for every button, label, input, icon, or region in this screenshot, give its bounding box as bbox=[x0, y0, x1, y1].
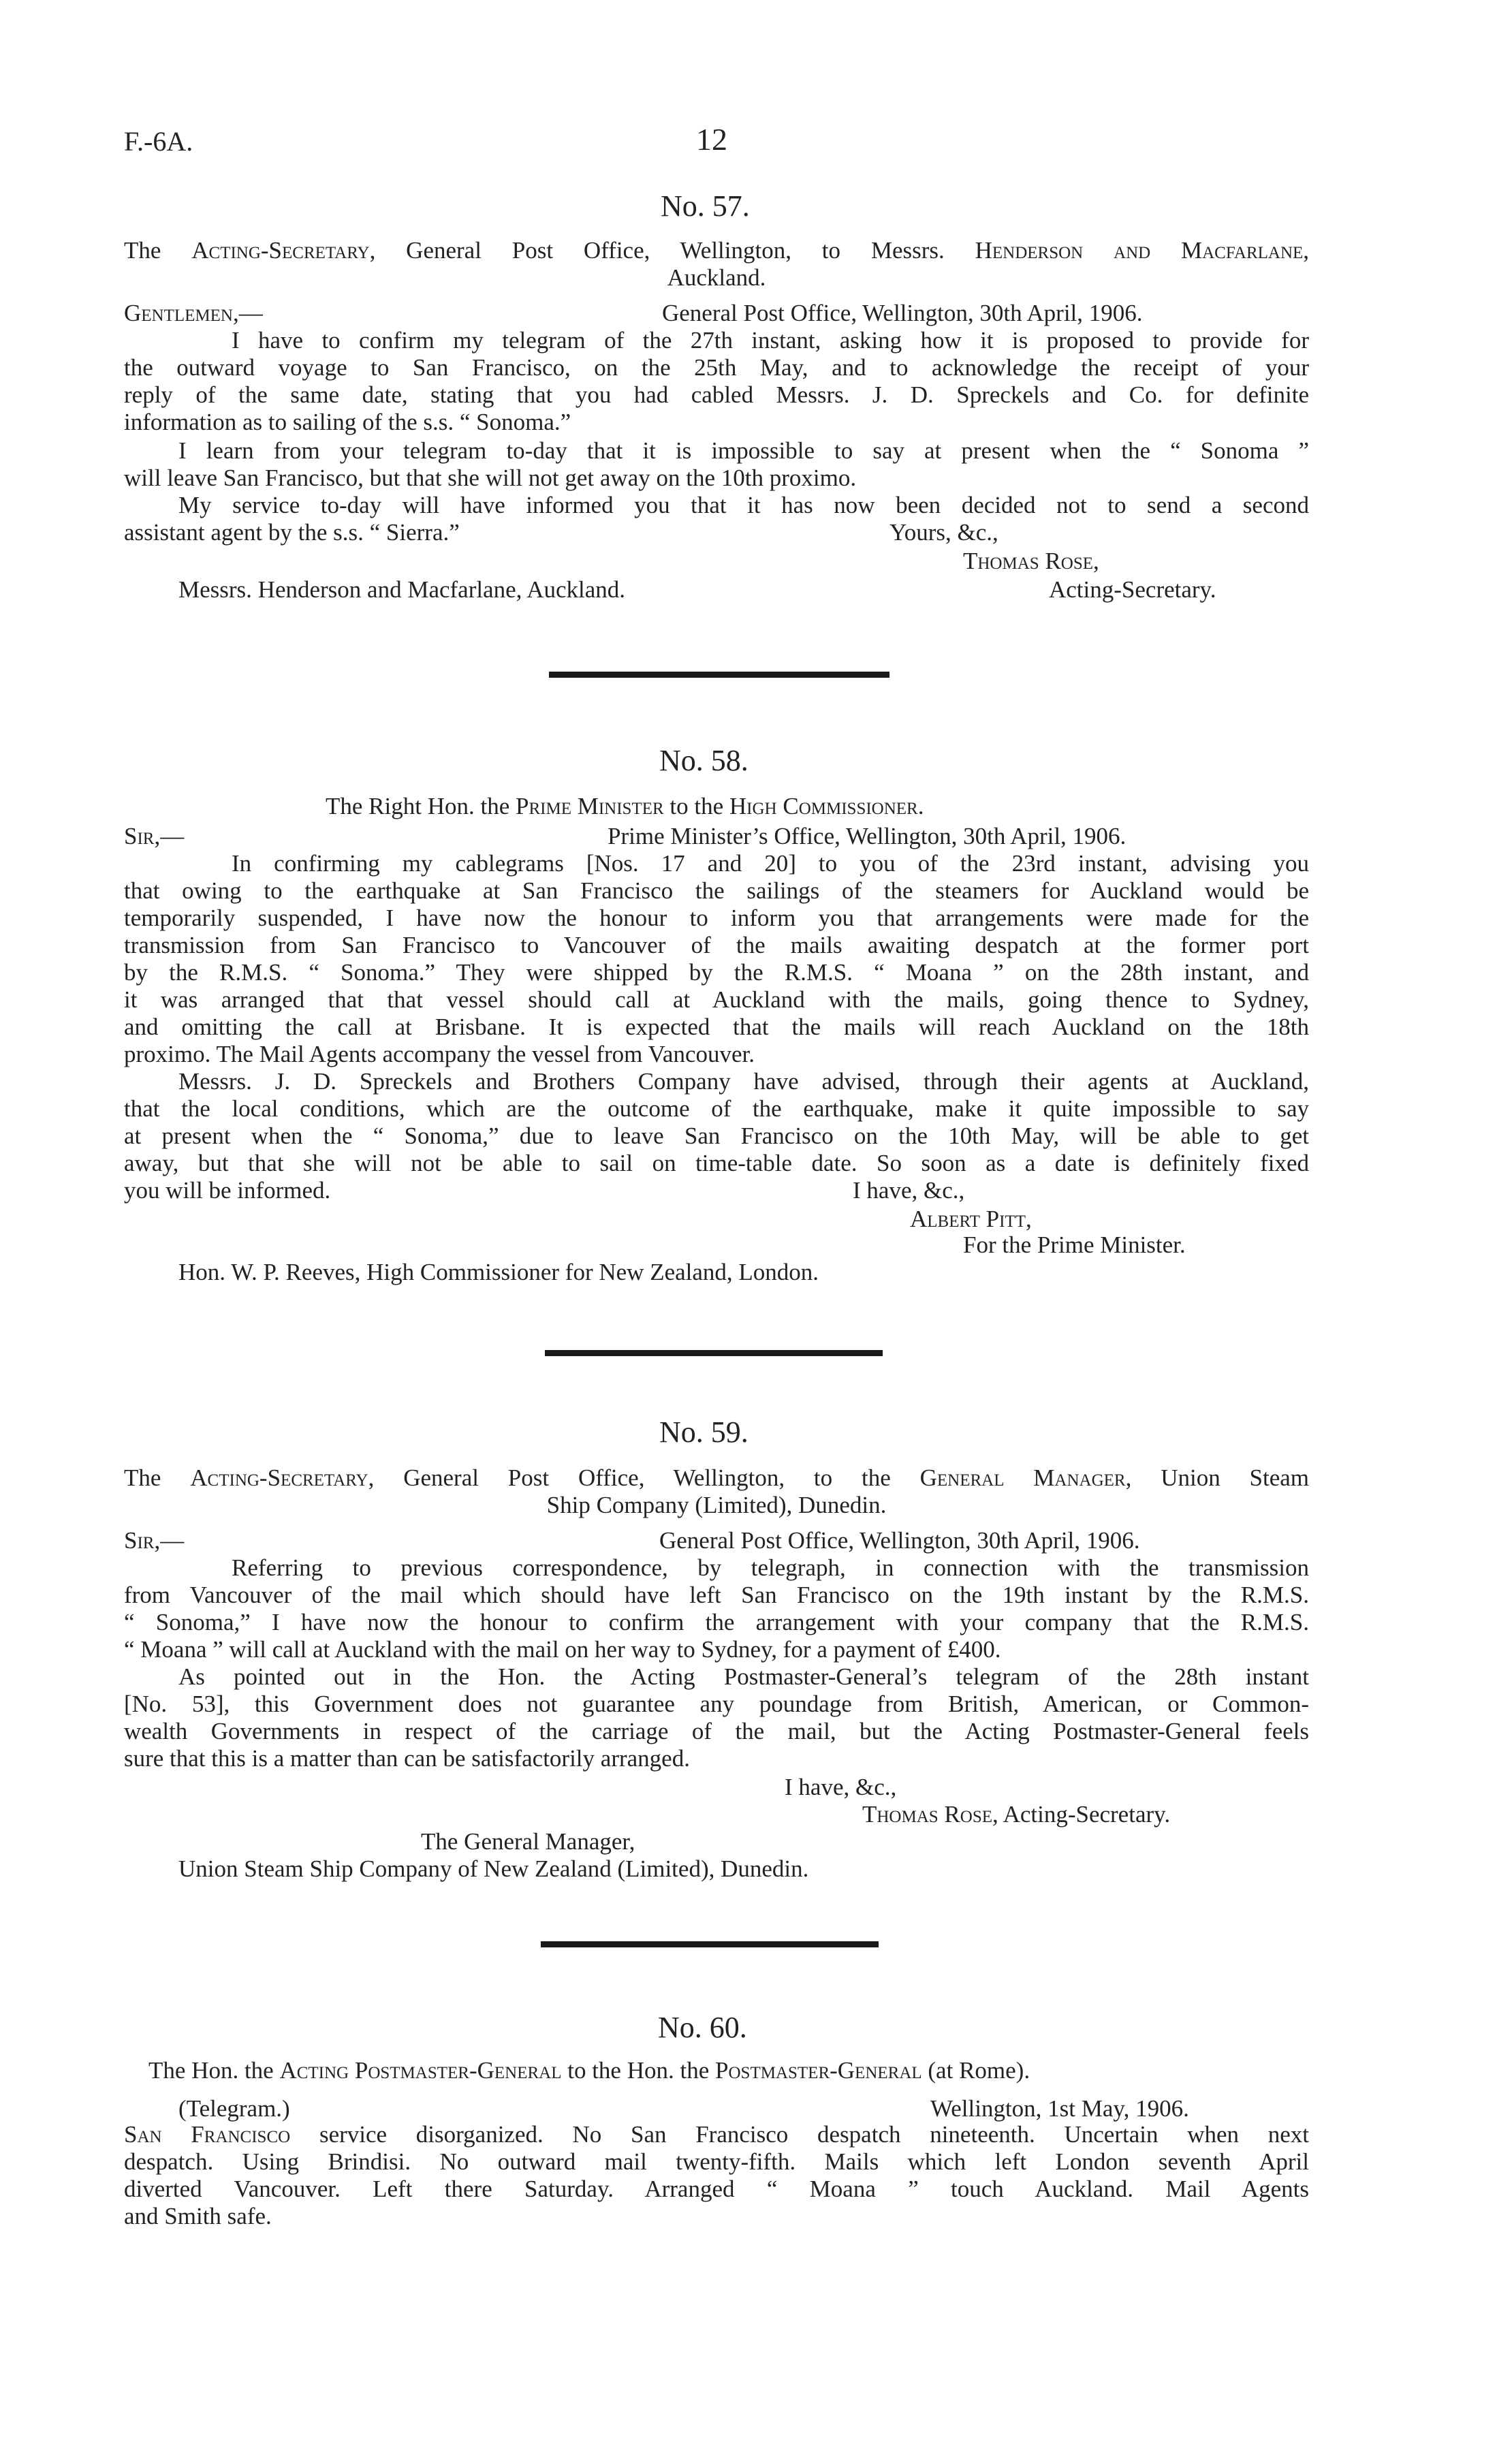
letter-57-p2-line-1: I learn from your telegram to-day that it is impossible to say at present when the “ Sonoma ” bbox=[178, 437, 1309, 464]
section-divider bbox=[545, 1350, 883, 1356]
section-divider bbox=[549, 672, 889, 678]
letter-57-signer-title: Acting-Secretary. bbox=[1049, 576, 1216, 603]
letter-57-signer: Thomas Rose, bbox=[963, 548, 1099, 574]
letter-57-p1-line-3: reply of the same date, stating that you had cabled Messrs. J. D. Spreckels and Co. for definite bbox=[124, 381, 1309, 408]
letter-58-p1-line-4: transmission from San Francisco to Vancouver of the mails awaiting despatch at the former port bbox=[124, 932, 1309, 958]
letter-60-number: No. 60. bbox=[658, 2011, 747, 2044]
letter-58-closing: I have, &c., bbox=[853, 1177, 965, 1204]
letter-60-heading: The Hon. the Acting Postmaster-General to the Hon. the Postmaster-General (at Rome). bbox=[148, 2057, 1030, 2084]
letter-59-p2-line-4: sure that this is a matter than can be satisfactorily arranged. bbox=[124, 1745, 690, 1772]
letter-59-salutation: Sir,— bbox=[124, 1527, 185, 1554]
letter-57-salutation: Gentlemen,— bbox=[124, 300, 263, 326]
page-number: 12 bbox=[696, 122, 727, 157]
document-code: F.-6A. bbox=[124, 126, 193, 157]
letter-58-number: No. 58. bbox=[659, 744, 749, 777]
letter-58-p1-line-7: and omitting the call at Brisbane. It is expected that the mails will reach Auckland on the 18th bbox=[124, 1014, 1309, 1040]
letter-57-p3-line-2: assistant agent by the s.s. “ Sierra.” bbox=[124, 519, 460, 546]
letter-57-addressee: Messrs. Henderson and Macfarlane, Auckland. bbox=[178, 576, 626, 603]
letter-60-body-line-4: and Smith safe. bbox=[124, 2203, 272, 2229]
letter-59-p2-line-3: wealth Governments in respect of the carriage of the mail, but the Acting Postmaster-General feels bbox=[124, 1718, 1309, 1744]
letter-57-p3-line-1: My service to-day will have informed you that it has now been decided not to send a second bbox=[178, 492, 1309, 518]
letter-59-addressee-line-1: The General Manager, bbox=[421, 1828, 635, 1855]
letter-57-p1-line-4: information as to sailing of the s.s. “ Sonoma.” bbox=[124, 409, 571, 435]
letter-59-addressee-line-2: Union Steam Ship Company of New Zealand (Limited), Dunedin. bbox=[178, 1855, 809, 1882]
letter-58-p2-line-3: at present when the “ Sonoma,” due to leave San Francisco on the 10th May, will be able to get bbox=[124, 1123, 1309, 1149]
letter-58-p2-line-5: you will be informed. bbox=[124, 1177, 331, 1204]
letter-58-p1-line-3: temporarily suspended, I have now the honour to inform you that arrangements were made for the bbox=[124, 905, 1309, 931]
letter-59-p2-line-1: As pointed out in the Hon. the Acting Postmaster-General’s telegram of the 28th instant bbox=[178, 1663, 1309, 1690]
letter-59-p1-line-4: “ Moana ” will call at Auckland with the mail on her way to Sydney, for a payment of £400. bbox=[124, 1636, 1001, 1663]
letter-60-dateline: Wellington, 1st May, 1906. bbox=[930, 2095, 1189, 2122]
letter-59-p2-line-2: [No. 53], this Government does not guarantee any poundage from British, American, or Common- bbox=[124, 1691, 1309, 1717]
letter-59-heading-cont: Ship Company (Limited), Dunedin. bbox=[546, 1492, 887, 1518]
letter-58-p1-line-5: by the R.M.S. “ Sonoma.” They were shipped by the R.M.S. “ Moana ” on the 28th instant, and bbox=[124, 959, 1309, 986]
letter-58-p2-line-2: that the local conditions, which are the outcome of the earthquake, make it quite impossible to say bbox=[124, 1095, 1309, 1122]
letter-57-heading: The Acting-Secretary, General Post Office, Wellington, to Messrs. Henderson and Macfarlane, bbox=[124, 237, 1310, 264]
letter-59-number: No. 59. bbox=[659, 1415, 749, 1449]
letter-58-heading: The Right Hon. the Prime Minister to the High Commissioner. bbox=[326, 793, 924, 819]
letter-57-number: No. 57. bbox=[661, 189, 750, 223]
letter-60-body-line-2: despatch. Using Brindisi. No outward mail twenty-fifth. Mails which left London seventh April bbox=[124, 2148, 1309, 2175]
letter-57-p2-line-2: will leave San Francisco, but that she will not get away on the 10th proximo. bbox=[124, 465, 857, 491]
letter-59-signature: Thomas Rose, Acting-Secretary. bbox=[862, 1801, 1171, 1828]
letter-58-signer-title: For the Prime Minister. bbox=[963, 1232, 1186, 1258]
letter-58-p1-line-1: In confirming my cablegrams [Nos. 17 and 20] to you of the 23rd instant, advising you bbox=[232, 850, 1309, 877]
section-divider bbox=[541, 1941, 879, 1947]
letter-58-p1-line-6: it was arranged that that vessel should call at Auckland with the mails, going thence to Sydney, bbox=[124, 986, 1309, 1013]
letter-59-p1-line-1: Referring to previous correspondence, by telegraph, in connection with the transmission bbox=[232, 1554, 1309, 1581]
letter-60-body-line-1: San Francisco service disorganized. No San Francisco despatch nineteenth. Uncertain when next bbox=[124, 2121, 1309, 2148]
letter-58-dateline: Prime Minister’s Office, Wellington, 30th April, 1906. bbox=[608, 823, 1127, 849]
letter-59-p1-line-2: from Vancouver of the mail which should have left San Francisco on the 19th instant by the R.M.S. bbox=[124, 1582, 1309, 1608]
letter-59-dateline: General Post Office, Wellington, 30th April, 1906. bbox=[659, 1527, 1140, 1554]
letter-60-body-line-3: diverted Vancouver. Left there Saturday. Arranged “ Moana ” touch Auckland. Mail Agents bbox=[124, 2176, 1309, 2202]
letter-57-dateline: General Post Office, Wellington, 30th April, 1906. bbox=[662, 300, 1143, 326]
letter-59-heading: The Acting-Secretary, General Post Office, Wellington, to the General Manager, Union Steam bbox=[124, 1464, 1310, 1491]
letter-58-p2-line-1: Messrs. J. D. Spreckels and Brothers Company have advised, through their agents at Auckland, bbox=[178, 1068, 1309, 1095]
letter-58-salutation: Sir,— bbox=[124, 823, 185, 849]
letter-59-closing: I have, &c., bbox=[785, 1774, 897, 1800]
letter-57-p1-line-2: the outward voyage to San Francisco, on the 25th May, and to acknowledge the receipt of your bbox=[124, 354, 1309, 381]
letter-59-p1-line-3: “ Sonoma,” I have now the honour to confirm the arrangement with your company that the R.M.S. bbox=[124, 1609, 1309, 1635]
letter-58-p1-line-2: that owing to the earthquake at San Francisco the sailings of the steamers for Auckland would be bbox=[124, 877, 1309, 904]
letter-57-closing: Yours, &c., bbox=[889, 519, 998, 546]
letter-58-p2-line-4: away, but that she will not be able to sail on time-table date. So soon as a date is definitely fixed bbox=[124, 1150, 1309, 1176]
letter-57-p1-line-1: I have to confirm my telegram of the 27th instant, asking how it is proposed to provide for bbox=[232, 327, 1309, 354]
letter-58-addressee: Hon. W. P. Reeves, High Commissioner for New Zealand, London. bbox=[178, 1259, 819, 1285]
letter-60-type: (Telegram.) bbox=[178, 2095, 290, 2122]
letter-58-signer: Albert Pitt, bbox=[910, 1206, 1032, 1232]
letter-57-heading-cont: Auckland. bbox=[667, 264, 766, 291]
letter-58-p1-line-8: proximo. The Mail Agents accompany the vessel from Vancouver. bbox=[124, 1041, 755, 1067]
